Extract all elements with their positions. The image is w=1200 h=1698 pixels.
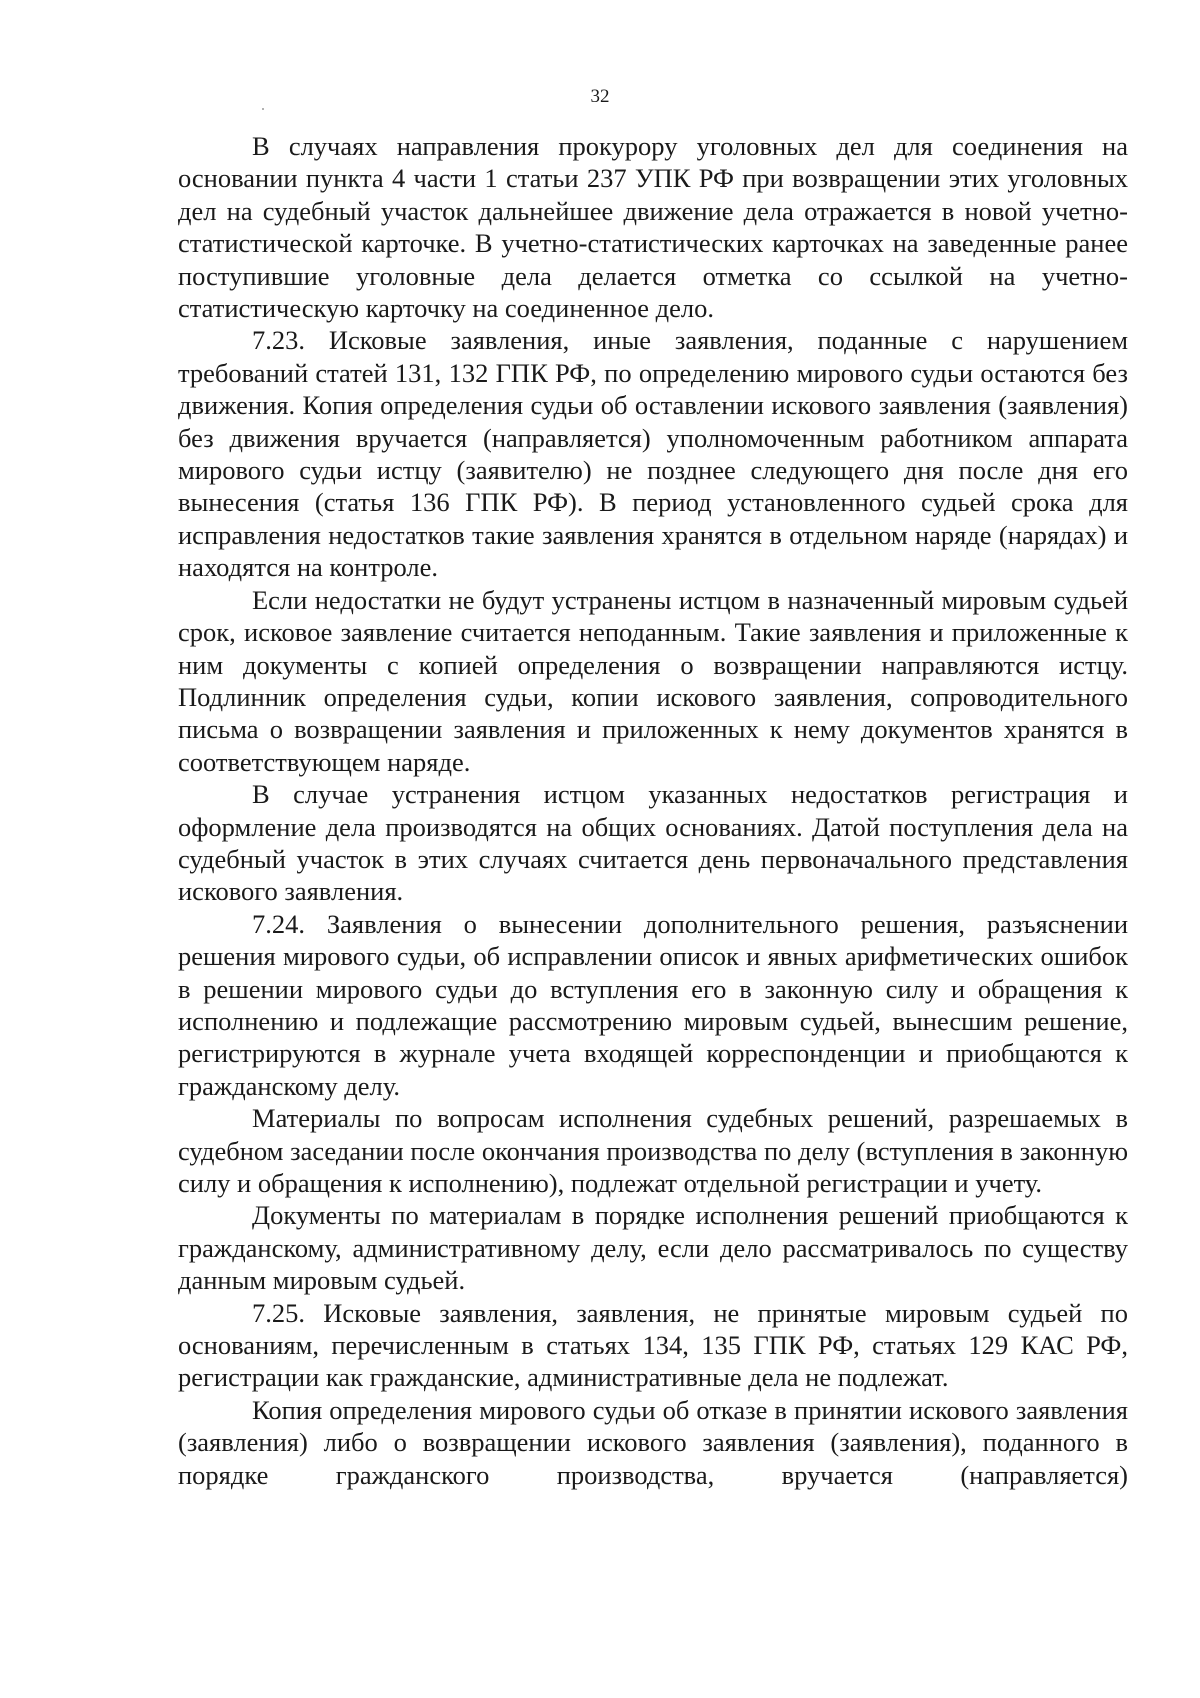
scan-speck — [262, 108, 264, 110]
paragraph-case-joining: В случаях направления прокурору уголовных дел для соединения на основании пункта 4 части 1 статьи 237 УПК РФ при возвращении этих уголовных дел на судебный участок дальнейшее движение дела отражается в новой учетно-статистической карточке. В учетно-статистических карточках на заведенные ранее поступившие уголовные дела делается отметка со ссылкой на учетно-статистическую карточку на соединенное дело. — [178, 131, 1128, 324]
document-body — [178, 130, 1128, 1491]
page-number: 32 — [590, 86, 610, 107]
paragraph-enforcement-materials: Материалы по вопросам исполнения судебных решений, разрешаемых в судебном заседании после окончания производства по делу (вступления в законную силу и обращения к исполнению), подлежат отдельной регистрации и учету. — [178, 1103, 1128, 1198]
paragraph-7-24: 7.24. Заявления о вынесении дополнительного решения, разъяснении решения мирового судьи, об исправлении описок и явных арифметических ошибок в решении мирового судьи до вступления его в законную силу и обращения к исполнению и подлежащие рассмотрению мировым судьей, вынесшим решение, регистрируются в журнале учета входящей корреспонденции и приобщаются к гражданскому делу. — [178, 908, 1128, 1101]
paragraph-deficiencies-not-fixed: Если недостатки не будут устранены истцом в назначенный мировым судьей срок, исковое заявление считается неподанным. Такие заявления и приложенные к ним документы с копией определения о возвращении направляются истцу. Подлинник определения судьи, копии искового заявления, сопроводительного письма о возвращении заявления и приложенных к нему документов хранятся в соответствующем наряде. — [178, 584, 1128, 777]
paragraph-deficiencies-fixed: В случае устранения истцом указанных недостатков регистрация и оформление дела производятся на общих основаниях. Датой поступления дела на судебный участок в этих случаях считается день первоначального представления искового заявления. — [178, 779, 1128, 907]
paragraph-7-25: 7.25. Исковые заявления, заявления, не принятые мировым судьей по основаниям, перечисленным в статьях 134, 135 ГПК РФ, статьях 129 КАС РФ, регистрации как гражданские, административные дела не подлежат. — [178, 1297, 1128, 1393]
paragraph-enforcement-documents: Документы по материалам в порядке исполнения решений приобщаются к гражданскому, административному делу, если дело рассматривалось по существу данным мировым судьей. — [178, 1200, 1128, 1296]
paragraph-refusal-copy: Копия определения мирового судьи об отказе в принятии искового заявления (заявления) либо о возвращении искового заявления (заявления), поданного в порядке гражданского производства, вручается (направляется) — [178, 1394, 1128, 1490]
paragraph-7-23: 7.23. Исковые заявления, иные заявления, поданные с нарушением требований статей 131, 132 ГПК РФ, по определению мирового судьи остаются без движения. Копия определения судьи об оставлении искового заявления (заявления) без движения вручается (направляется) уполномоченным работником аппарата мирового судьи истцу (заявителю) не позднее следующего дня после дня его вынесения (статья 136 ГПК РФ). В период установленного судьей срока для исправления недостатков такие заявления хранятся в отдельном наряде (нарядах) и находятся на контроле. — [178, 325, 1128, 583]
